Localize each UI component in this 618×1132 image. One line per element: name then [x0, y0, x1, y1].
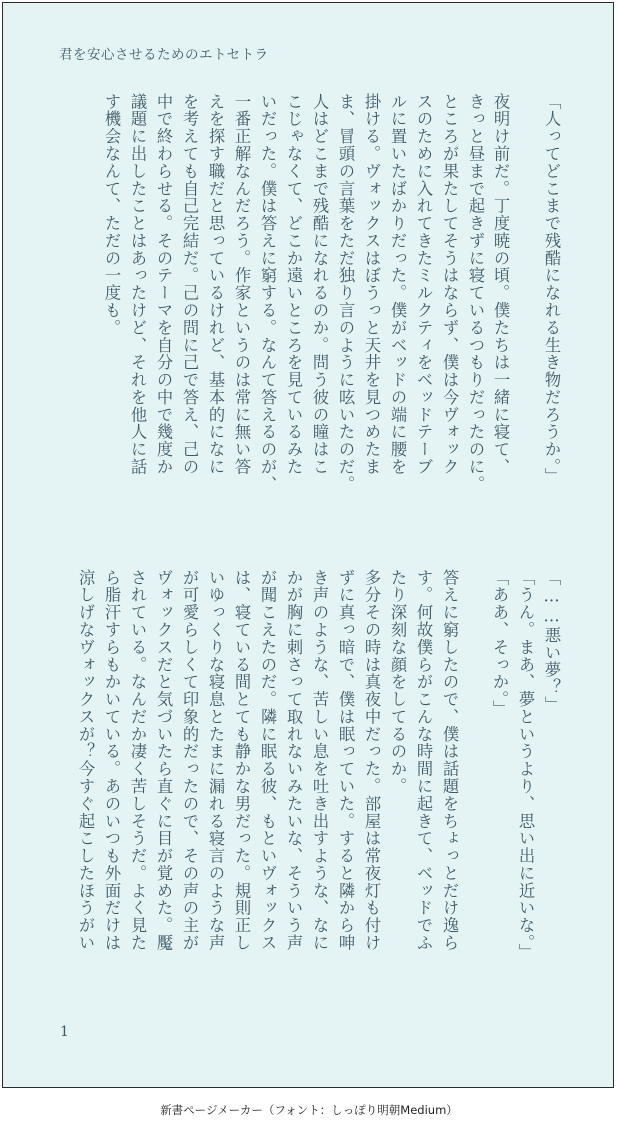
- upper-line-17: す機会なんて、ただの一度も。: [102, 93, 121, 337]
- lower-line-3: 「ああ、そっか。」: [490, 569, 509, 718]
- upper-line-6: ルに置いたばかりだった。僕がベッドの端に腰を: [388, 93, 407, 476]
- upper-line-2: 夜明け前だ。丁度暁の頃。僕たちは一緒に寝て、: [491, 93, 510, 476]
- upper-line-7: 掛ける。ヴォックスはぼうっと天井を見つめたま: [362, 93, 381, 476]
- upper-line-14: を考えても自己完結だ。己の問に己で答え、己の: [180, 93, 199, 476]
- lower-line-10: かが胸に刺さって取れないみたいな、そういう声: [284, 569, 303, 952]
- running-title: 君を安心させるためのエトセトラ: [59, 47, 269, 63]
- lower-line-11: が聞こえたのだ。隣に眠る彼、もといヴォックス: [258, 569, 277, 952]
- lower-line-2: 「うん。まあ、夢というより、思い出に近いな。」: [516, 569, 535, 961]
- upper-line-3: きっと昼まで起きずに寝ているつもりだったのに。: [466, 93, 485, 493]
- upper-line-15: 中で終わらせる。そのテーマを自分の中で幾度か: [154, 93, 173, 476]
- lower-line-6: たり深刻な顔をしてるのか。: [388, 569, 407, 796]
- upper-line-5: スのために入れてきたミルクティをベッドテーブ: [414, 93, 433, 476]
- lower-line-15: ヴォックスだと気づいたら直ぐに目が覚めた。魘: [154, 569, 173, 952]
- lower-line-1: 「……悪い夢？」: [542, 569, 561, 714]
- upper-line-9: 人はどこまで残酷になれるのか。問う彼の瞳はこ: [310, 93, 329, 476]
- upper-line-1: 「人ってどこまで残酷になれる生き物だろうか。」: [542, 93, 561, 485]
- lower-line-17: ら脂汗すらもかいている。あのいつも外面だけは: [102, 569, 121, 952]
- footer-caption: 新書ページメーカー（フォント：しっぽり明朝Medium）: [160, 1103, 458, 1117]
- lower-line-5: す。何故僕らがこんな時間に起きて、ベッドでふ: [414, 569, 433, 952]
- lower-line-7: 多分その時は真夜中だった。部屋は常夜灯も付け: [362, 569, 381, 952]
- upper-line-4: ところが果たしてそうはならず、僕は今ヴォック: [440, 93, 459, 476]
- page-number: 1: [60, 1024, 69, 1040]
- lower-line-16: されている。なんだか凄く苦しそうだ。よく見た: [128, 569, 147, 952]
- lower-line-8: ずに真っ暗で、僕は眠っていた。すると隣から呻: [336, 569, 355, 952]
- upper-line-13: えを探す職だと思っているけれど、基本的になに: [206, 93, 225, 476]
- lower-line-9: き声のような、苦しい息を吐き出すような、なに: [310, 569, 329, 952]
- lower-line-18: 涼しげなヴォックスが？今すぐ起こしたほうがい: [76, 569, 95, 952]
- lower-line-14: が可愛らしくて印象的だったので、その声の主が: [180, 569, 199, 952]
- lower-line-13: いゆっくりな寝息とたまに漏れる寝言のような声: [206, 569, 225, 952]
- upper-line-10: こじゃなくて、どこか遠いところを見ているみた: [284, 93, 303, 476]
- book-page: [2, 2, 614, 1088]
- lower-line-4: 答えに窮したので、僕は話題をちょっとだけ逸ら: [440, 569, 459, 952]
- lower-line-12: は、寝ている間とても静かな男だった。規則正し: [232, 569, 251, 952]
- upper-line-11: いだった。僕は答えに窮する。なんて答えるのが、: [258, 93, 277, 493]
- upper-line-12: 一番正解なんだろう。作家というのは常に無い答: [232, 93, 251, 476]
- upper-line-8: ま、冒頭の言葉をただ独り言のように呟いたのだ。: [336, 93, 355, 493]
- upper-line-16: 議題に出したことはあったけど、それを他人に話: [128, 93, 147, 476]
